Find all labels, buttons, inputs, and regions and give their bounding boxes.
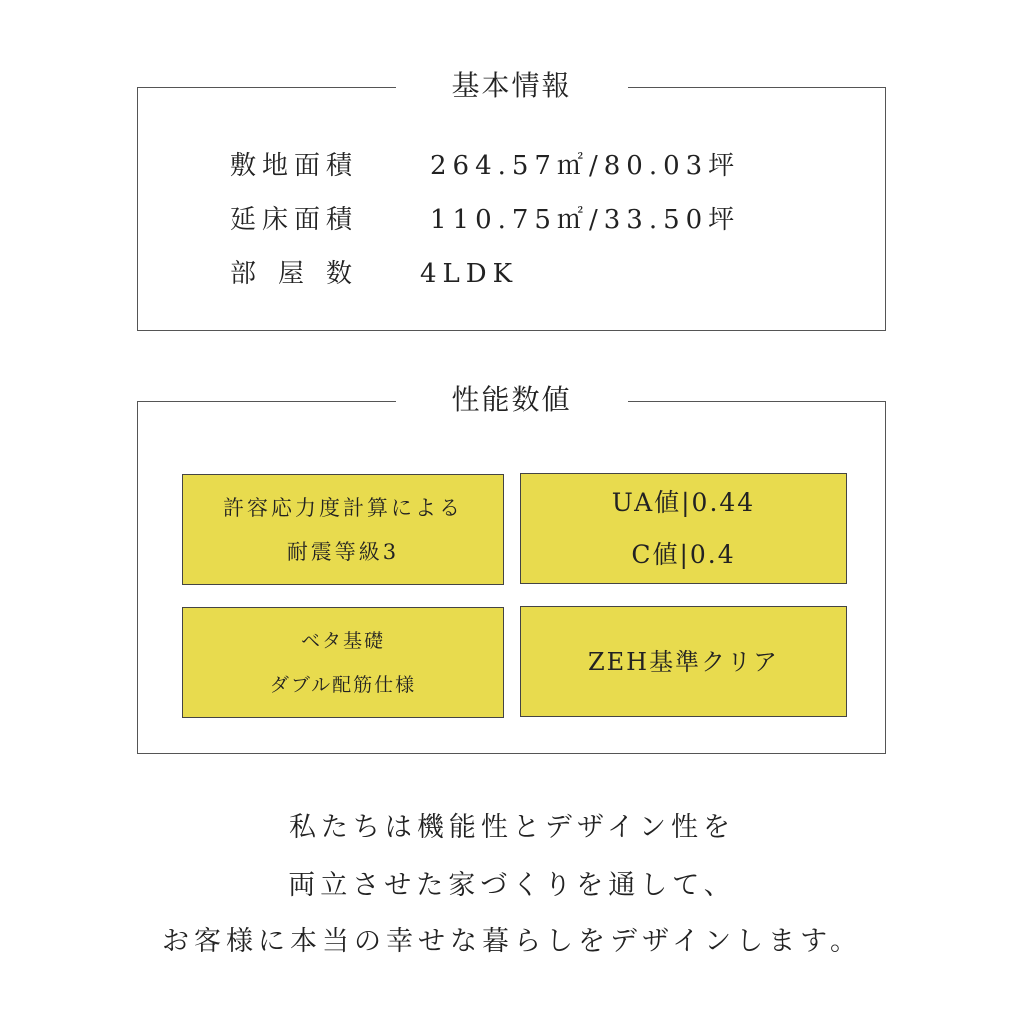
rooms-row (230, 256, 518, 292)
site-area-value: 264.57㎡/80.03坪 (430, 151, 741, 181)
performance-panel (137, 383, 886, 754)
rooms-value: 4LDK (420, 259, 519, 289)
zeh-line: ZEH基準クリア (587, 647, 780, 676)
c-value-line: C値|0.4 (631, 539, 736, 569)
message-line-2: 両立させた家づくりを通して、 (288, 870, 736, 901)
rooms-label: 部屋数 (230, 259, 375, 289)
message-line-1: 私たちは機能性とデザイン性を (288, 812, 736, 843)
site-area-label: 敷地面積 (230, 151, 359, 181)
seismic-grade-tile (182, 474, 504, 585)
foundation-line2: ダブル配筋仕様 (269, 673, 417, 696)
basic-info-title: 基本情報 (395, 64, 627, 108)
message-line-3: お客様に本当の幸せな暮らしをデザインします。 (162, 926, 862, 957)
floor-area-value: 110.75㎡/33.50坪 (430, 205, 741, 235)
performance-title: 性能数値 (395, 378, 627, 422)
basic-info-panel (137, 69, 886, 331)
site-area-row (230, 148, 740, 184)
floor-area-label: 延床面積 (230, 205, 359, 235)
zeh-tile (520, 606, 847, 717)
foundation-tile (182, 607, 504, 718)
floor-area-row (230, 202, 740, 238)
foundation-line1: ベタ基礎 (300, 629, 385, 652)
ua-value-line: UA値|0.44 (611, 487, 756, 517)
seismic-grade-line1: 許容応力度計算による (223, 495, 463, 520)
seismic-grade-line2: 耐震等級3 (286, 539, 400, 564)
insulation-values-tile (520, 473, 847, 584)
